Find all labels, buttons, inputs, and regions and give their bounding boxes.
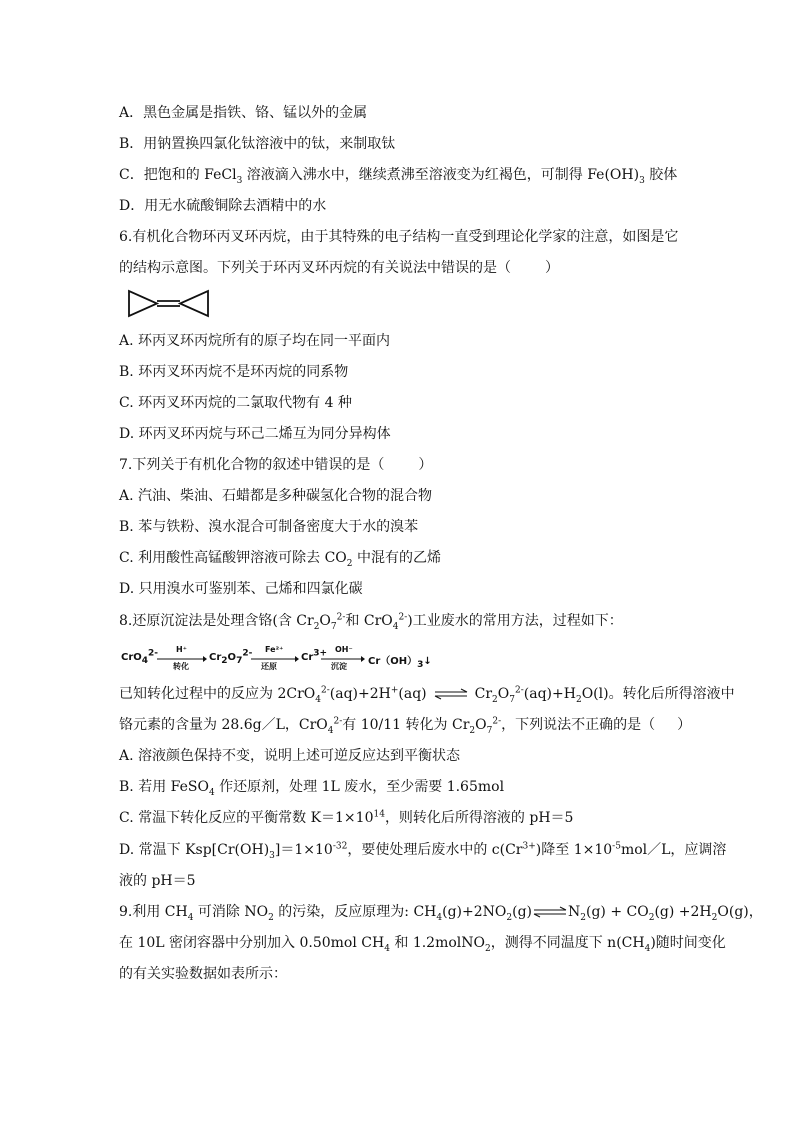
equilibrium-arrow-2 (534, 907, 566, 917)
flow-arrow2-top: Fe²⁺ (265, 645, 284, 654)
q8-stem: 8.还原沉淀法是处理含铬(含 $Cr_2O_7^{2-}$和 CrO$_4^{2-}$)工业废水的常用方法，过程如下： (119, 612, 623, 632)
q8-known-reaction: 已知转化过程中的反应为 2CrO$_4^{2-}$(aq)+2H+(aq) $Cr_2O_7^{2-}(aq)+H_2O(l)$。转化后所得溶液中 (119, 685, 735, 705)
flow-start: CrO$_4^{2-}$ (121, 648, 159, 666)
q7-option-a: A. 汽油、柴油、石蜡都是多种碳氢化合物的混合物 (119, 488, 433, 504)
q9-stem-line3: 的有关实验数据如表所示： (119, 966, 287, 982)
q5-option-d: D．用无水硫酸铜除去酒精中的水 (119, 198, 327, 214)
q6-stem-line2: 的结构示意图。下列关于环丙叉环丙烷的有关说法中错误的是（ ） (119, 260, 559, 276)
q5-option-c: C．把饱和的 FeCl$_3$ 溶液滴入沸水中，继续煮沸至溶液变为红褐色，可制得 $Fe(OH)_3$ 胶体 (119, 167, 678, 186)
q7-stem: 7.下列关于有机化合物的叙述中错误的是（ ） (119, 457, 433, 473)
flow-arrow1-top: H⁺ (176, 645, 187, 654)
q9-stem-line1: 9.利用 $CH_4$ 可消除 $NO_2$ 的污染，反应原理为: $CH_4(g)+2NO_2(g) N_2(g) + CO_2(g) +2H_2O(g)$， (119, 904, 763, 923)
q8-option-c: C. 常温下转化反应的平衡常数 $K=1\times 10^{14}$，则转化后所得溶液的 pH＝5 (119, 809, 574, 826)
equilibrium-arrow (435, 689, 467, 699)
flow-mid1: $Cr_2O_7^{2-}$ (209, 648, 253, 666)
bicyclopropylidene-structure (128, 290, 210, 318)
flow-end: $Cr(OH)_3↓$ (368, 656, 432, 670)
flow-arrow3-bottom: 沉淀 (331, 662, 347, 671)
q8-option-a: A. 溶液颜色保持不变，说明上述可逆反应达到平衡状态 (119, 748, 461, 764)
q6-option-b: B. 环丙叉环丙烷不是环丙烷的同系物 (119, 364, 349, 380)
q7-option-c: C. 利用酸性高锰酸钾溶液可除去 $CO_2$ 中混有的乙烯 (119, 550, 441, 569)
q6-option-c: C. 环丙叉环丙烷的二氯取代物有 4 种 (119, 395, 352, 411)
flow-arrow2-bottom: 还原 (261, 662, 277, 671)
q8-option-b: B. 若用 FeSO$_4$ 作还原剂，处理 1L 废水，至少需要 1.65mol (119, 779, 505, 798)
q8-process-flow (121, 645, 461, 671)
q6-option-a: A. 环丙叉环丙烷所有的原子均在同一平面内 (119, 333, 391, 349)
q9-stem-line2: 在 10L 密闭容器中分别加入 0.50mol $CH_4$ 和 1.2molNO$_2$，测得不同温度下 $n(CH_4)$随时间变化 (119, 935, 726, 954)
q8-option-d-cont: 液的 pH＝5 (119, 873, 196, 889)
q8-option-d: D. 常温下 $Ksp[Cr(OH)_3]=1\times 10^{-32}$，要使处理后废水中的 $c(Cr^{3+})$降至 $1\times 10^{-5}mol/L$，应调溶 (119, 841, 727, 861)
flow-mid2: $Cr^{3+}$ (301, 648, 328, 663)
q6-option-d: D. 环丙叉环丙烷与环己二烯互为同分异构体 (119, 426, 391, 442)
flow-arrow1-bottom: 转化 (173, 662, 189, 671)
q7-option-d: D. 只用溴水可鉴别苯、己烯和四氯化碳 (119, 581, 363, 597)
flow-arrow3-top: OH⁻ (335, 645, 353, 654)
q5-option-a: A．黑色金属是指铁、铬、锰以外的金属 (119, 105, 368, 121)
q5-option-b: B．用钠置换四氯化钛溶液中的钛，来制取钛 (119, 136, 396, 152)
q8-stem-line3: 铬元素的含量为 28.6g／L，CrO$_4^{2-}$有 10/11 转化为 $Cr_2O_7^{2-}$，下列说法不正确的是（ ） (119, 716, 692, 736)
q7-option-b: B. 苯与铁粉、溴水混合可制备密度大于水的溴苯 (119, 519, 419, 535)
q6-stem-line1: 6.有机化合物环丙叉环丙烷，由于其特殊的电子结构一直受到理论化学家的注意，如图是它 (119, 229, 679, 245)
